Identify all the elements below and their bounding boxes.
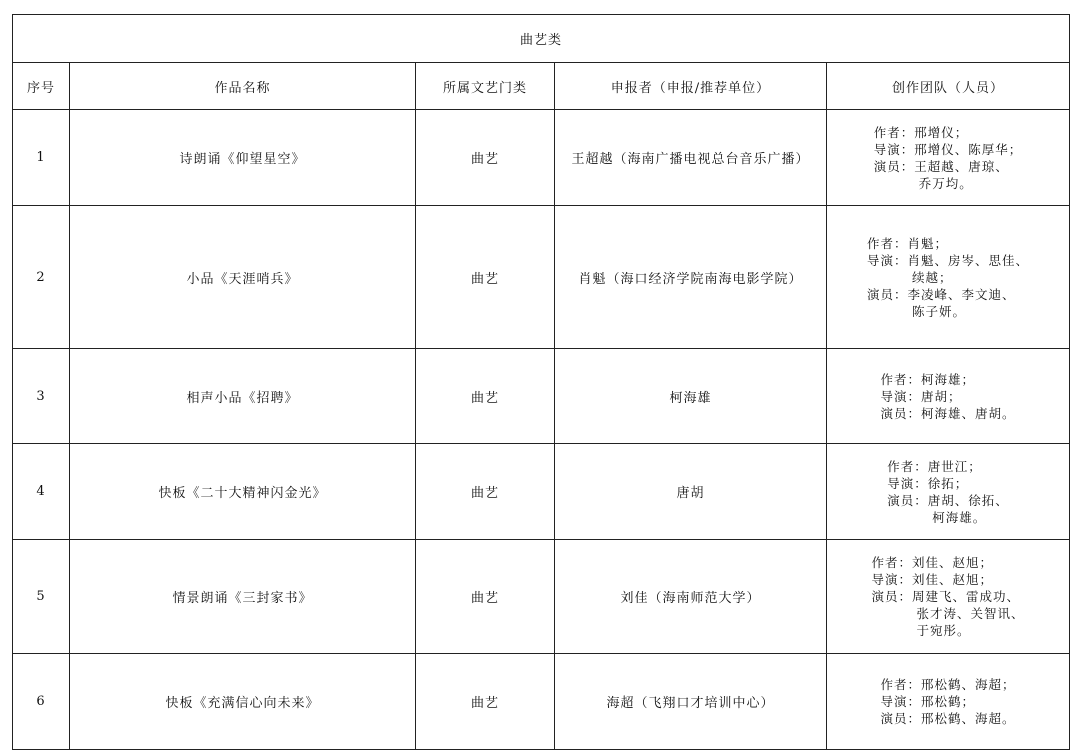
creative-team — [827, 206, 1070, 349]
work-title: 快板《二十大精神闪金光》 — [70, 444, 416, 540]
team-names-continued: 张才涛、关智讯、 — [916, 606, 1025, 621]
team-names: 唐胡、徐拓、 — [927, 492, 1009, 508]
applicant: 唐胡 — [555, 444, 827, 540]
team-line — [867, 252, 1029, 269]
team-names: 刘佳、赵旭； — [912, 555, 994, 570]
team-role: 演员： — [871, 589, 913, 604]
works-table — [12, 14, 1070, 750]
team-names: 邢松鹤； — [921, 694, 976, 709]
table-row — [13, 349, 1070, 444]
team-names: 肖魁、房岑、思佳、 — [907, 252, 1030, 268]
team-line — [872, 571, 1025, 588]
category: 曲艺 — [416, 206, 555, 349]
applicant: 刘佳（海南师范大学） — [555, 540, 827, 654]
team-names: 徐拓； — [927, 475, 969, 491]
team-line — [881, 371, 1016, 388]
team-role: 作者： — [871, 555, 913, 570]
team-role: 导演： — [880, 694, 922, 709]
team-names: 刘佳、赵旭； — [912, 572, 994, 587]
team-role: 演员： — [887, 492, 928, 508]
creative-team — [827, 349, 1070, 444]
category: 曲艺 — [416, 349, 555, 444]
team-role: 导演： — [867, 252, 908, 268]
team-list — [887, 458, 1009, 526]
category: 曲艺 — [416, 444, 555, 540]
row-number: 1 — [13, 110, 70, 206]
team-role: 作者： — [880, 677, 922, 692]
team-role: 演员： — [867, 286, 908, 302]
team-line — [881, 693, 1016, 710]
table-row — [13, 540, 1070, 654]
team-line — [874, 158, 1023, 175]
team-line — [887, 492, 1009, 509]
team-line — [874, 141, 1023, 158]
team-names: 邢增仪； — [914, 124, 969, 140]
team-role: 作者： — [873, 124, 915, 140]
team-names: 周建飞、雷成功、 — [912, 589, 1021, 604]
team-line — [887, 458, 1009, 475]
row-number: 5 — [13, 540, 70, 654]
team-names: 唐世江； — [927, 458, 982, 474]
team-role: 导演： — [873, 141, 915, 157]
team-names-continued: 于宛彤。 — [916, 623, 971, 638]
category: 曲艺 — [416, 654, 555, 750]
team-role: 演员： — [880, 405, 922, 421]
row-number: 6 — [13, 654, 70, 750]
team-role: 导演： — [887, 475, 928, 491]
team-role: 演员： — [873, 158, 915, 174]
applicant: 肖魁（海口经济学院南海电影学院） — [555, 206, 827, 349]
team-list — [874, 124, 1023, 192]
team-names: 柯海雄； — [921, 371, 976, 387]
header-work: 作品名称 — [70, 63, 416, 110]
header-applicant: 申报者（申报/推荐单位） — [555, 63, 827, 110]
header-no: 序号 — [13, 63, 70, 110]
team-names-continued: 陈子妍。 — [912, 303, 967, 319]
team-role: 导演： — [871, 572, 913, 587]
team-list — [881, 676, 1016, 727]
category: 曲艺 — [416, 540, 555, 654]
category: 曲艺 — [416, 110, 555, 206]
work-title: 情景朗诵《三封家书》 — [70, 540, 416, 654]
team-role: 演员： — [880, 711, 922, 726]
work-title: 诗朗诵《仰望星空》 — [70, 110, 416, 206]
team-role: 导演： — [880, 388, 922, 404]
team-line — [881, 710, 1016, 727]
table-row — [13, 654, 1070, 750]
team-line — [867, 235, 1029, 252]
team-role: 作者： — [887, 458, 928, 474]
applicant: 海超（飞翔口才培训中心） — [555, 654, 827, 750]
team-line — [881, 405, 1016, 422]
row-number: 4 — [13, 444, 70, 540]
team-list — [881, 371, 1016, 422]
team-line — [872, 588, 1025, 605]
team-line — [867, 286, 1029, 303]
table-row — [13, 206, 1070, 349]
creative-team — [827, 444, 1070, 540]
team-names: 邢松鹤、海超； — [921, 677, 1016, 692]
header-team: 创作团队（人员） — [827, 63, 1070, 110]
team-names: 邢增仪、陈厚华； — [914, 141, 1023, 157]
team-names: 柯海雄、唐胡。 — [921, 405, 1016, 421]
team-names-continued: 续越； — [912, 269, 953, 285]
table-row — [13, 110, 1070, 206]
header-category: 所属文艺门类 — [416, 63, 555, 110]
team-names: 肖魁； — [907, 235, 949, 251]
table-row — [13, 444, 1070, 540]
team-role: 作者： — [880, 371, 922, 387]
team-list — [872, 554, 1025, 639]
team-line — [887, 475, 1009, 492]
team-line — [874, 124, 1023, 141]
team-names: 邢松鹤、海超。 — [921, 711, 1016, 726]
row-number: 3 — [13, 349, 70, 444]
team-line — [881, 388, 1016, 405]
work-title: 小品《天涯哨兵》 — [70, 206, 416, 349]
team-list — [867, 235, 1029, 320]
team-names: 王超越、唐琼、 — [914, 158, 1009, 174]
team-names: 唐胡； — [921, 388, 962, 404]
team-line — [872, 554, 1025, 571]
work-title: 快板《充满信心向未来》 — [70, 654, 416, 750]
creative-team — [827, 654, 1070, 750]
row-number: 2 — [13, 206, 70, 349]
creative-team — [827, 540, 1070, 654]
team-line — [881, 676, 1016, 693]
team-names-continued: 乔万均。 — [918, 175, 973, 191]
applicant: 柯海雄 — [555, 349, 827, 444]
team-role: 作者： — [867, 235, 908, 251]
table-title: 曲艺类 — [13, 15, 1070, 63]
team-names-continued: 柯海雄。 — [932, 509, 987, 525]
creative-team — [827, 110, 1070, 206]
work-title: 相声小品《招聘》 — [70, 349, 416, 444]
team-names: 李凌峰、李文迪、 — [907, 286, 1016, 302]
applicant: 王超越（海南广播电视总台音乐广播） — [555, 110, 827, 206]
